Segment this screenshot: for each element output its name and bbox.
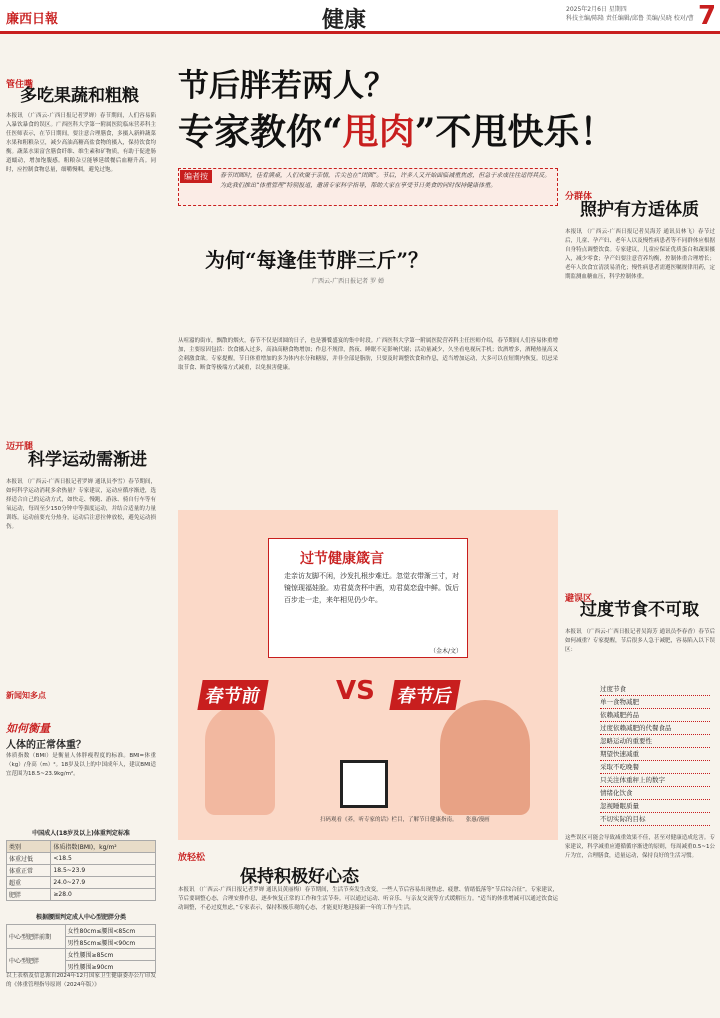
s4-text: 本报讯 （广西云-广西日报记者罗婵 通讯员黄丽梅）春节期间，生活节奏发生改变，一些人节后容易出现焦虑、疲惫、情绪低落等“节后综合征”。专家建议，节后要调整心态，合理安排作息，逐步恢复正常的工作和生活节奏。可以通过运动、听音乐、与亲友交流等方式缓解压力。“适当的体重增减可以通过饮食运动调整，不必过度焦虑，”专家表示，保持积极乐观的心态，才能更好地迎接新一年的工作与生活。	[178, 887, 558, 911]
bmi-table: 类别 体质指数(BMI)，kg/m² 体重过低 <18.5 体重正常 18.5~23.9 超重 24.0~27.9 肥胖 ≥28.0	[6, 840, 156, 901]
list-item: 只关注体重秤上的数字	[600, 774, 710, 787]
table-source: 以上表格及信息源自2024年12月国家卫生健康委办公厅印发的《体重管理指导原则（2024年版）》	[6, 973, 156, 988]
left1-cat: 管住嘴	[6, 80, 34, 90]
list-item: 采取不吃晚餐	[600, 761, 710, 774]
left1-text: 本报讯 （广西云-广西日报记者罗婵）春节期间，人们容易陷入暴饮暴食的误区。广西医科大学第一附属医院临床营养科主任医师表示，在节日期间，要注意合理膳食，多摄入新鲜蔬菜水果和粗粮杂豆，减少高油高糖高盐食物的摄入，保持饮食均衡。蔬菜水果富含膳食纤维、维生素和矿物质，有助于促进肠道蠕动，增加饱腹感。粗粮杂豆能够延缓餐后血糖升高。同时，应控制食物总量，细嚼慢咽，避免过饱。	[6, 113, 156, 173]
poem-author: （金木/文）	[430, 648, 463, 655]
date-block: 2025年2月6日 星期四 科技主编/陈隆 责任编辑/邱鲁 美编/吴晓 校对/曹	[566, 6, 694, 22]
news-bar: 新闻知多点	[6, 691, 46, 700]
s4-title: 保持积极好心态	[240, 867, 359, 887]
news-title: 人体的正常体重？	[6, 740, 86, 751]
qr-caption: 扫码观看《养，听专家的话》栏目，了解节日健康指南。 张惠/漫画	[320, 817, 490, 823]
waist-table: 中心型肥胖前期 女性80cm≤腰围<85cm 男性85cm≤腰围<90cm 中心型肥胖 女性腰围≥85cm 男性腰围≥90cm	[6, 924, 156, 973]
left2-title: 科学运动需渐进	[28, 450, 147, 470]
tbl1-title: 中国成人(18岁及以上)体重判定标准	[32, 830, 130, 837]
left2-cat: 迈开腿	[6, 442, 34, 452]
misconception-list	[600, 683, 710, 826]
list-item: 情绪化饮食	[600, 787, 710, 800]
right1-title: 照护有方适体质	[580, 200, 699, 220]
after-label: 春节后	[389, 680, 460, 710]
article-subtitle: 为何“每逢佳节胖三斤”？	[205, 248, 429, 272]
main-title-2: 专家教你“甩肉”不甩快乐！	[178, 111, 616, 153]
qr-code-icon[interactable]	[340, 760, 388, 808]
right2-cat: 避误区	[565, 594, 593, 604]
editor-note-text: 春节团圆时，佳肴满桌，人们欢聚于亲情，舌尖也在“团圆”。节后，许多人又开始面临减重焦虑，但急于求成往往适得其反。为此我们推出“体重管理”特别报道，邀请专家科学指导，帮助大家在享受节日美食的同时保持健康体重。	[220, 172, 551, 189]
fat-person-illustration	[440, 700, 530, 815]
right2-text2: 这些误区可能会导致减重效果不佳，甚至对健康造成危害。专家建议，科学减重应遵循循序渐进的原则，每周减重0.5~1公斤为宜，合理膳食，适量运动，保持良好的生活习惯。	[565, 835, 715, 859]
list-item: 不切实际的目标	[600, 813, 710, 826]
newspaper-logo: 廉西日報	[6, 12, 59, 27]
list-item: 期望快速减重	[600, 748, 710, 761]
article-byline: 广西云-广西日报记者 罗 婵	[312, 278, 384, 285]
article-body: 从喧嚣的街市，飘散的烟火，春节不仅是团圆的日子，也是饕餮盛宴的集中时段。广西医科大学第一附属医院营养科主任医师介绍，春节期间人们容易体重增加，主要原因包括：饮食摄入过多，高油高糖食物增加；作息不规律，熬夜、睡眠不足影响代谢；活动量减少，久坐看电视玩手机；饮酒增多，酒精热量高又会刺激食欲。专家提醒，节日体重增加的多为体内水分和糖原，并非全部是脂肪，只要及时调整饮食和作息，适当增加运动，大多可以在短期内恢复。切忌采取节食、断食等极端方式减重，以免损害健康。	[178, 338, 558, 371]
left2-text: 本报讯 （广西云-广西日报记者罗婵 通讯员李雪）春节期间，如何科学运动消耗多余热量？专家建议，运动应循序渐进，选择适合自己的运动方式，如快走、慢跑、游泳、骑自行车等有氧运动，每周至少150分钟中等强度运动，并结合适量的力量训练。运动前要充分热身，运动后注意拉伸放松，避免运动损伤。	[6, 479, 156, 530]
left1-title: 多吃果蔬和粗粮	[20, 86, 139, 106]
before-label: 春节前	[197, 680, 268, 710]
poem-body: 走亲访友脚不闲，沙发扎根步难迁。忽觉衣带渐三寸，对镜惊现福娃脸。劝君莫贪杯中酒，劝君莫恋盘中鲜。饭后百步走一走，来年相见仍少年。	[284, 572, 459, 604]
list-item: 单一食物减肥	[600, 696, 710, 709]
poem-title: 过节健康箴言	[300, 551, 384, 567]
right1-text: 本报讯 （广西云-广西日报记者吴海芳 通讯员林飞）春节过后，儿童、孕产妇、老年人以及慢性病患者等不同群体应根据自身特点调整饮食。专家建议，儿童应保证优质蛋白和蔬果摄入，减少零食；孕产妇要注意营养均衡，控制体重合理增长；老年人饮食宜清淡易消化；慢性病患者需遵医嘱规律用药，定期监测血糖血压，科学控制体重。	[565, 229, 715, 280]
right2-title: 过度节食不可取	[580, 600, 699, 620]
right1-cat: 分群体	[565, 192, 593, 202]
news-text: 体质指数（BMI）是衡量人体胖瘦程度的标准。BMI=体重（kg）/身高（m）²。18岁及以上的中国成年人，建议BMI适宜范围为18.5~23.9kg/m²。	[6, 753, 156, 777]
list-item: 过度依赖减肥的代餐食品	[600, 722, 710, 735]
main-title-1: 节后胖若两人？	[178, 68, 395, 104]
vs-label: VS	[336, 676, 375, 706]
list-item: 忽略运动的重要性	[600, 735, 710, 748]
list-item: 忽视睡眠质量	[600, 800, 710, 813]
s4-cat: 放轻松	[178, 853, 206, 863]
thin-person-illustration	[205, 705, 275, 815]
editor-note-tag: 编者按	[180, 170, 212, 183]
right2-text: 本报讯 （广西云-广西日报记者吴海芳 通讯员李春香）春节后如何减重？专家提醒，节后很多人急于减肥，容易陷入以下误区：	[565, 629, 715, 653]
page-number: 7	[698, 1, 717, 31]
list-item: 过度节食	[600, 683, 710, 696]
list-item: 依赖减肥药品	[600, 709, 710, 722]
tbl2-title: 根据腰围判定成人中心型肥胖分类	[35, 914, 126, 921]
section-name: 健康	[322, 7, 367, 33]
news-sub: 如何衡量	[6, 722, 50, 735]
